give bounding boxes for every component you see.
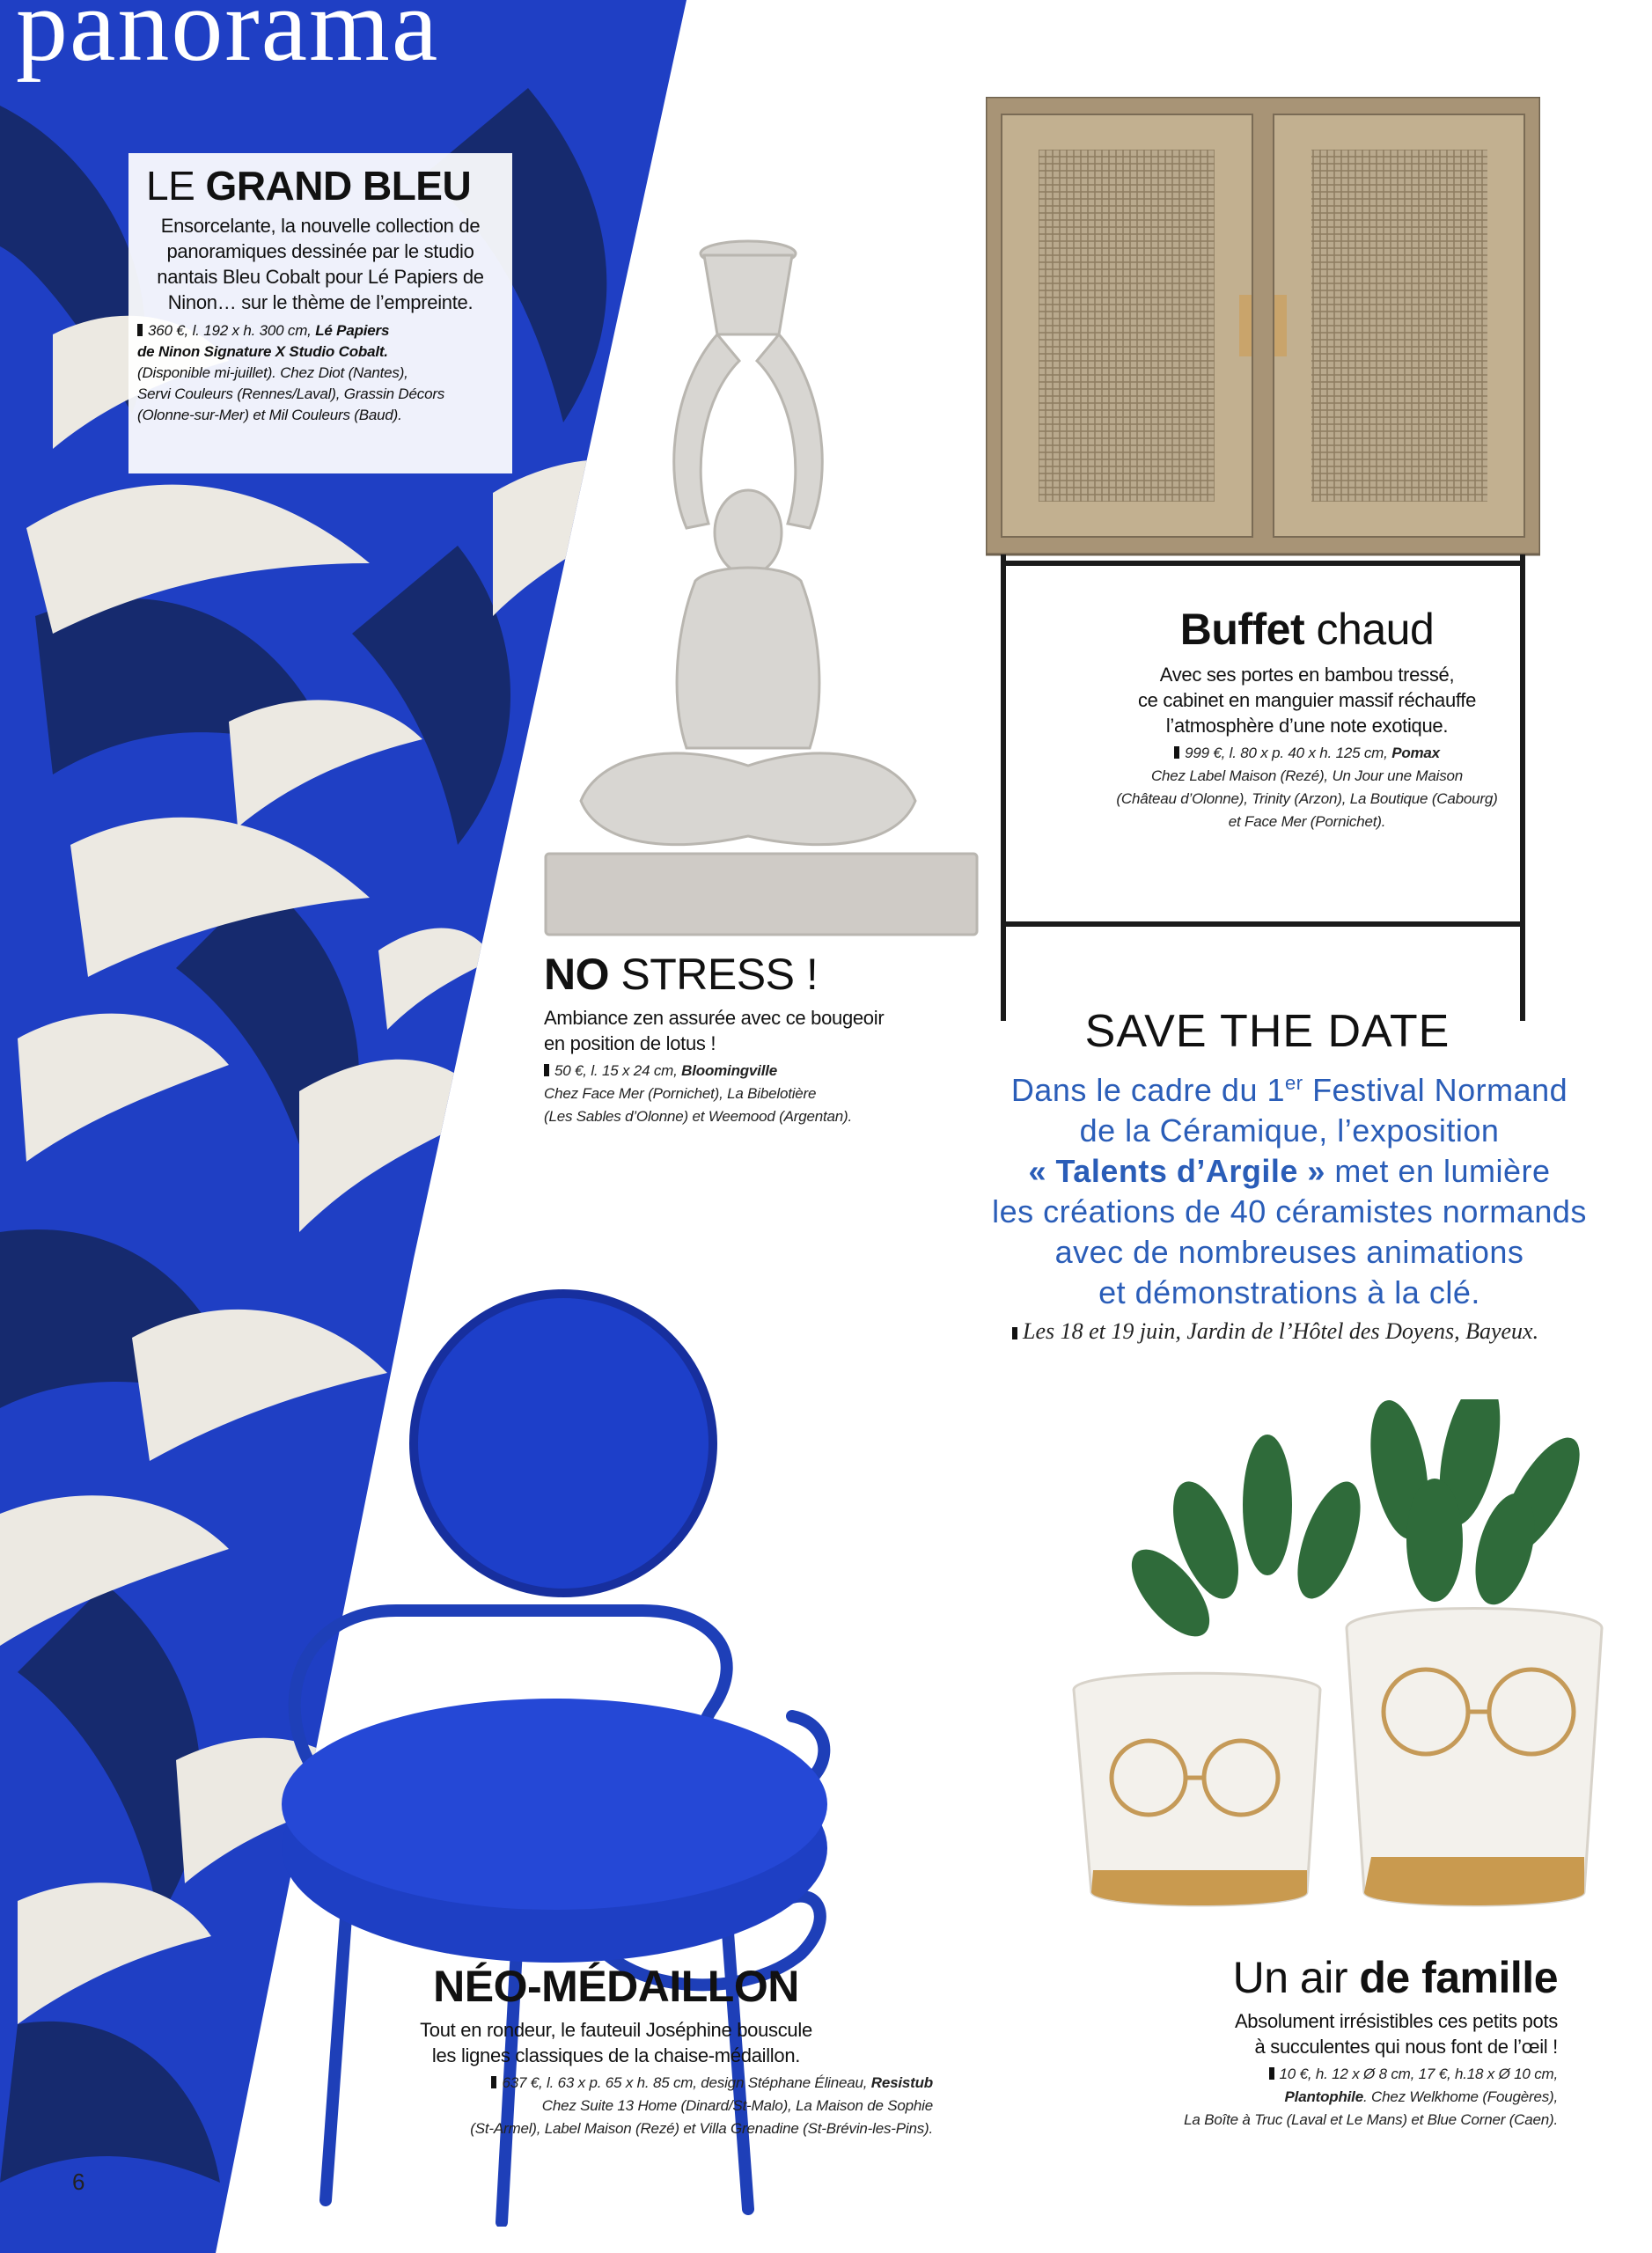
famille-brand: Plantophile	[1284, 2088, 1363, 2105]
grand-bleu-line: Ensorcelante, la nouvelle collection de	[160, 215, 481, 237]
neo-medaillon-description	[299, 2017, 933, 2068]
save-the-date-line1-b: Festival Normand	[1303, 1072, 1568, 1108]
famille-shops: La Boîte à Truc (Laval et Le Mans) et Blue Corner (Caen).	[1184, 2111, 1558, 2128]
grand-bleu-brand: Lé Papiers	[315, 322, 390, 339]
grand-bleu-title	[146, 163, 503, 209]
no-stress-title-light: STRESS !	[609, 950, 819, 999]
grand-bleu-title-bold: GRAND BLEU	[205, 163, 472, 209]
buffet-title-light: chaud	[1304, 605, 1435, 654]
grand-bleu-price: 360 €, l. 192 x h. 300 cm,	[148, 322, 316, 339]
neo-medaillon-title: NÉO-MÉDAILLON	[433, 1962, 799, 2011]
talents-argile-title: « Talents d’Argile »	[1028, 1153, 1325, 1189]
grand-bleu-shops: (Olonne-sur-Mer) et Mil Couleurs (Baud).	[137, 407, 402, 423]
famille-line: Absolument irrésistibles ces petits pots	[1234, 2010, 1558, 2032]
grand-bleu-shops: (Disponible mi-juillet). Chez Diot (Nantes),	[137, 364, 408, 381]
grand-bleu-title-light: LE	[146, 163, 206, 209]
neo-medaillon-shops: (St-Armel), Label Maison (Rezé) et Villa Grenadine (St-Brévin-les-Pins).	[470, 2120, 933, 2137]
save-the-date-line	[933, 1151, 1646, 1192]
bullet-square-icon	[1269, 2067, 1274, 2080]
famille-price: 10 €, h. 12 x Ø 8 cm, 17 €, h.18 x Ø 10 cm,	[1279, 2066, 1558, 2082]
neo-medaillon-block	[299, 1964, 933, 2140]
no-stress-title	[544, 950, 1002, 999]
no-stress-title-bold: NO	[544, 950, 609, 999]
magazine-masthead: panorama	[16, 0, 440, 83]
buffet-shops: et Face Mer (Pornichet).	[1228, 813, 1386, 830]
grand-bleu-description	[137, 213, 503, 315]
save-the-date-sup: er	[1285, 1072, 1303, 1094]
bullet-square-icon	[491, 2076, 496, 2088]
neo-medaillon-line: Tout en rondeur, le fauteuil Joséphine bouscule	[420, 2019, 812, 2041]
buffet-shops: (Château d’Olonne), Trinity (Arzon), La Boutique (Cabourg)	[1116, 790, 1498, 807]
famille-shops: . Chez Welkhome (Fougères),	[1362, 2088, 1558, 2105]
neo-medaillon-line: les lignes classiques de la chaise-médaillon.	[431, 2044, 801, 2066]
famille-title-light: Un air	[1232, 1953, 1360, 2002]
famille-line: à succulentes qui nous font de l’œil !	[1254, 2036, 1558, 2058]
famille-description	[1083, 2008, 1558, 2059]
famille-details	[1083, 2063, 1558, 2132]
no-stress-price: 50 €, l. 15 x 24 cm,	[554, 1062, 682, 1079]
bullet-square-icon	[137, 324, 143, 336]
buffet-line: l’atmosphère d’une note exotique.	[1165, 715, 1449, 737]
grand-bleu-shops: Servi Couleurs (Rennes/Laval), Grassin Décors	[137, 385, 445, 402]
buffet-cabinet-image	[986, 97, 1540, 1030]
famille-block	[1083, 1953, 1558, 2132]
lotus-candle-holder-image	[528, 238, 986, 959]
buffet-line: ce cabinet en manguier massif réchauffe	[1137, 689, 1477, 711]
buffet-shops: Chez Label Maison (Rezé), Un Jour une Maison	[1150, 767, 1464, 784]
save-the-date-line	[933, 1063, 1646, 1111]
page-number: 6	[72, 2169, 85, 2195]
buffet-line: Avec ses portes en bambou tressé,	[1159, 664, 1455, 686]
bullet-square-icon	[1012, 1327, 1017, 1339]
buffet-block	[1043, 607, 1571, 833]
neo-medaillon-details	[299, 2072, 933, 2140]
grand-bleu-line: Ninon… sur le thème de l’empreinte.	[167, 291, 474, 313]
famille-title-bold: de famille	[1359, 1953, 1558, 2002]
no-stress-line: Ambiance zen assurée avec ce bougeoir	[544, 1007, 885, 1029]
buffet-price: 999 €, l. 80 x p. 40 x h. 125 cm,	[1185, 745, 1392, 761]
no-stress-shops: (Les Sables d’Olonne) et Weemood (Argentan).	[544, 1108, 852, 1125]
neo-medaillon-price: 637 €, l. 63 x p. 65 x h. 85 cm, design Stéphane Élineau,	[502, 2074, 871, 2091]
save-the-date-footer	[1012, 1318, 1628, 1345]
grand-bleu-brand-2: de Ninon Signature X Studio Cobalt.	[137, 343, 388, 360]
save-the-date-line: avec de nombreuses animations	[1054, 1234, 1524, 1270]
grand-bleu-line: panoramiques dessinée par le studio	[166, 240, 474, 262]
grand-bleu-details	[137, 320, 503, 426]
grand-bleu-line: nantais Bleu Cobalt pour Lé Papiers de	[157, 266, 484, 288]
bullet-square-icon	[544, 1064, 549, 1076]
no-stress-brand: Bloomingville	[681, 1062, 778, 1079]
famille-title	[1083, 1953, 1558, 2002]
no-stress-description	[544, 1005, 1002, 1056]
save-the-date-title: SAVE THE DATE	[1084, 1006, 1450, 1057]
save-the-date-footer-text: Les 18 et 19 juin, Jardin de l’Hôtel des Doyens, Bayeux.	[1023, 1318, 1539, 1344]
neo-medaillon-shops: Chez Suite 13 Home (Dinard/St-Malo), La Maison de Sophie	[541, 2097, 933, 2114]
buffet-description	[1043, 662, 1571, 738]
save-the-date-line: les créations de 40 céramistes normands	[992, 1193, 1587, 1229]
save-the-date-line: et démonstrations à la clé.	[1098, 1274, 1480, 1310]
bullet-square-icon	[1174, 746, 1179, 759]
succulent-pots-image	[1056, 1399, 1619, 1927]
neo-medaillon-brand: Resistub	[870, 2074, 933, 2091]
buffet-title	[1043, 605, 1571, 654]
save-the-date-line1-a: Dans le cadre du 1	[1010, 1072, 1285, 1108]
no-stress-shops: Chez Face Mer (Pornichet), La Bibelotière	[544, 1085, 817, 1102]
buffet-title-bold: Buffet	[1179, 605, 1305, 654]
buffet-details	[1043, 742, 1571, 833]
save-the-date-line3-rest: met en lumière	[1325, 1153, 1551, 1189]
no-stress-line: en position de lotus !	[544, 1032, 716, 1054]
grand-bleu-panel	[128, 153, 512, 473]
save-the-date-body	[933, 1063, 1646, 1313]
buffet-brand: Pomax	[1391, 745, 1440, 761]
save-the-date-line: de la Céramique, l’exposition	[1079, 1112, 1500, 1149]
